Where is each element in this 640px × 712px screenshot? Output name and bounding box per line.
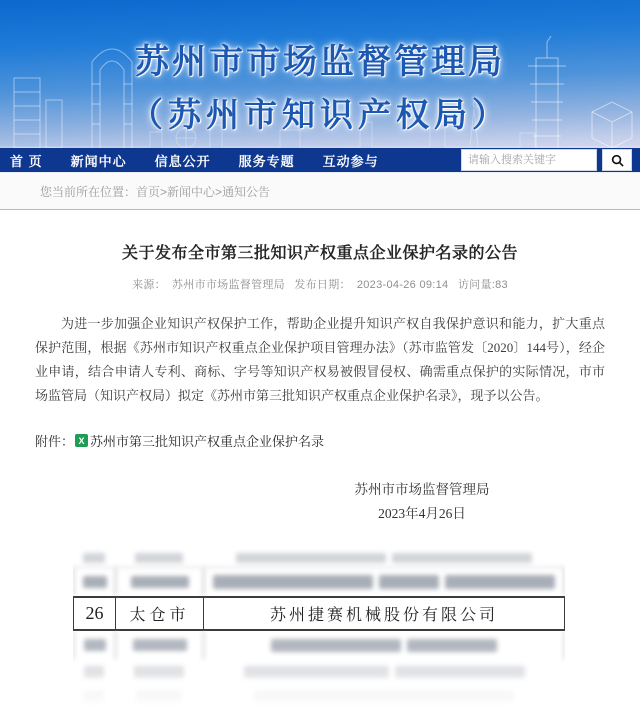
nav-item-service-topics[interactable]: 服务专题 bbox=[238, 153, 295, 169]
table-blurred-row bbox=[73, 548, 565, 568]
cell-company: 苏州捷赛机械股份有限公司 bbox=[269, 607, 498, 625]
table-blurred-row bbox=[73, 659, 565, 685]
nav-item-info-disclosure[interactable]: 信息公开 bbox=[154, 153, 211, 169]
site-title bbox=[0, 34, 640, 136]
nav-item-home[interactable]: 首 页 bbox=[10, 153, 43, 169]
article bbox=[0, 240, 640, 712]
blurred-cell bbox=[203, 685, 565, 709]
attachment-link[interactable]: 苏州市第三批知识产权重点企业保护名录 bbox=[90, 434, 325, 450]
meta-date: 2023-04-26 09:14 bbox=[356, 279, 449, 291]
meta-date-label: 发布日期： bbox=[294, 279, 351, 291]
signature-date: 2023年4月26日 bbox=[378, 506, 466, 522]
breadcrumb bbox=[0, 173, 640, 210]
blurred-cell bbox=[73, 548, 115, 567]
table-blurred-row bbox=[73, 685, 565, 709]
search-button[interactable] bbox=[602, 149, 632, 171]
attachment-line bbox=[35, 431, 605, 450]
blurred-cell bbox=[73, 685, 115, 709]
article-body: 为进一步加强企业知识产权保护工作，帮助企业提升知识产权自我保护意识和能力，扩大重点保护范围，根据《苏州市知识产权重点企业保护项目管理办法》（苏市监管发〔2020〕144号），经企业申请，结合申请人专利、商标、字号等知识产权易被假冒侵权、确需重点保护的实际情况，市市场监管局（知识产权局）拟定《苏州市第三批知识产权重点企业保护名录》，现予以公告。 bbox=[35, 316, 605, 404]
blurred-cell bbox=[74, 631, 116, 659]
search-icon bbox=[611, 154, 624, 167]
breadcrumb-path[interactable]: 首页>新闻中心>通知公告 bbox=[136, 184, 271, 199]
blurred-cell bbox=[116, 568, 204, 596]
signature-org: 苏州市市场监督管理局 bbox=[354, 482, 490, 498]
meta-source: 苏州市市场监督管理局 bbox=[171, 279, 285, 291]
blurred-cell bbox=[115, 548, 203, 567]
meta-views: 访问量:83 bbox=[457, 279, 508, 291]
signature-block bbox=[297, 478, 547, 526]
table-row-26 bbox=[73, 596, 565, 631]
blurred-cell bbox=[203, 548, 565, 567]
blurred-cell bbox=[116, 631, 204, 659]
article-title: 关于发布全市第三批知识产权重点企业保护名录的公告 bbox=[121, 245, 518, 262]
blurred-cell bbox=[203, 659, 565, 685]
main-nav bbox=[0, 148, 640, 173]
attachment-label: 附件： bbox=[35, 434, 75, 450]
site-banner bbox=[0, 0, 640, 148]
article-meta bbox=[35, 276, 605, 292]
attachment-table-preview bbox=[73, 548, 565, 712]
breadcrumb-label: 您当前所在位置： bbox=[40, 184, 137, 199]
excel-file-icon: X bbox=[75, 434, 88, 447]
blurred-cell bbox=[74, 568, 116, 596]
cell-number: 26 bbox=[74, 598, 116, 629]
cell-region: 太仓市 bbox=[116, 598, 204, 629]
blurred-cell bbox=[73, 659, 115, 685]
search-bar bbox=[461, 149, 632, 171]
blurred-cell bbox=[115, 685, 203, 709]
table-blurred-row bbox=[73, 631, 565, 659]
nav-item-news[interactable]: 新闻中心 bbox=[70, 153, 127, 169]
site-title-line1: 苏州市市场监督管理局 bbox=[135, 43, 505, 81]
meta-source-label: 来源： bbox=[132, 279, 166, 291]
nav-item-interaction[interactable]: 互动参与 bbox=[322, 153, 379, 169]
table-blurred-row bbox=[73, 568, 565, 596]
search-input[interactable] bbox=[461, 149, 597, 171]
blurred-cell bbox=[115, 659, 203, 685]
blurred-cell bbox=[204, 568, 564, 596]
site-title-line2: （苏州市知识产权局） bbox=[130, 96, 510, 133]
blurred-cell bbox=[204, 631, 564, 659]
